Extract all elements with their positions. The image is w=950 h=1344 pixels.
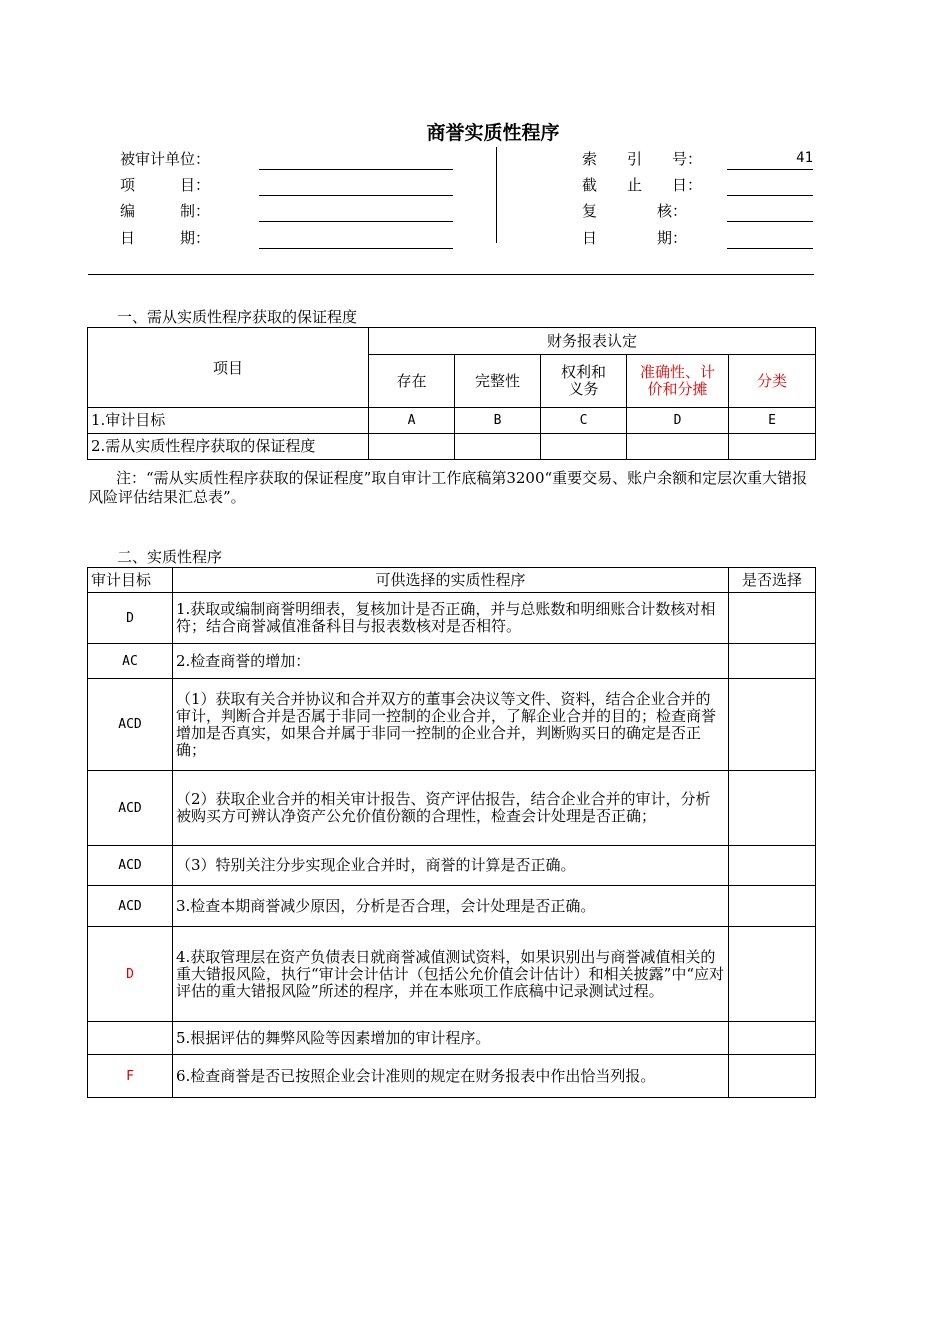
date-right-field[interactable] [727, 230, 813, 249]
row-selected[interactable] [729, 679, 816, 771]
row-procedure: （2）获取企业合并的相关审计报告、资产评估报告，结合企业合并的审计，分析被购买方可辨认净资产公允价值份额的合理性，检查会计处理是否正确； [173, 771, 729, 846]
assertion-accuracy: 准确性、计 价和分摊 [627, 355, 729, 408]
section1-heading: 一、需从实质性程序获取的保证程度 [117, 308, 358, 326]
row-goal [88, 1022, 173, 1055]
row-value: D [627, 408, 729, 434]
row-goal: ACD [88, 886, 173, 927]
assurance-cell[interactable] [729, 434, 816, 460]
row-selected[interactable] [729, 771, 816, 846]
row-selected[interactable] [729, 644, 816, 679]
table-row [88, 434, 816, 460]
label-project: 项 目： [120, 176, 211, 194]
label-date-left: 日 期： [120, 229, 211, 247]
row-selected[interactable] [729, 886, 816, 927]
row-procedure: 6.检查商誉是否已按照企业会计准则的规定在财务报表中作出恰当列报。 [173, 1055, 729, 1098]
header-procedure: 可供选择的实质性程序 [173, 568, 729, 593]
reviewer-field[interactable] [727, 203, 813, 222]
assertion-classification: 分类 [729, 355, 816, 408]
row-goal: D [88, 593, 173, 644]
label-index-no: 索 引 号： [582, 150, 703, 168]
table-row [88, 846, 816, 886]
index-no-field[interactable]: 41 [727, 151, 813, 170]
assertion-rights: 权利和 义务 [541, 355, 627, 408]
row-procedure: 4.获取管理层在资产负债表日就商誉减值测试资料，如果识别出与商誉减值相关的重大错报风险，执行“审计会计估计（包括公允价值会计估计）和相关披露”中“应对评估的重大错报风险”所述的程序，并在本账项工作底稿中记录测试过程。 [173, 927, 729, 1022]
header-goal: 审计目标 [88, 568, 173, 593]
assurance-cell[interactable] [541, 434, 627, 460]
section1-note: 注：“需从实质性程序获取的保证程度”取自审计工作底稿第3200“重要交易、账户余额和定层次重大错报风险评估结果汇总表”。 [88, 469, 808, 506]
row-selected[interactable] [729, 846, 816, 886]
table-row [88, 408, 816, 434]
header-selected: 是否选择 [729, 568, 816, 593]
row-value: C [541, 408, 627, 434]
row-procedure: （3）特别关注分步实现企业合并时，商誉的计算是否正确。 [173, 846, 729, 886]
row-procedure: 3.检查本期商誉减少原因，分析是否合理，会计处理是否正确。 [173, 886, 729, 927]
cutoff-date-field[interactable] [727, 177, 813, 196]
assurance-cell[interactable] [455, 434, 541, 460]
row-selected[interactable] [729, 927, 816, 1022]
preparer-field[interactable] [259, 203, 453, 222]
header-rule [88, 274, 814, 275]
label-preparer: 编 制： [120, 202, 211, 220]
table-row [88, 644, 816, 679]
header-divider [496, 147, 497, 243]
row-goal: D [88, 927, 173, 1022]
row-goal: ACD [88, 846, 173, 886]
table-row [88, 927, 816, 1022]
label-audited-unit: 被审计单位： [120, 150, 211, 168]
group-header: 财务报表认定 [369, 328, 816, 355]
row-selected[interactable] [729, 593, 816, 644]
row-value: B [455, 408, 541, 434]
row-goal: ACD [88, 771, 173, 846]
label-date-right: 日 期： [582, 229, 688, 247]
table-row [88, 886, 816, 927]
row-label: 1.审计目标 [88, 408, 369, 434]
assertion-completeness: 完整性 [455, 355, 541, 408]
date-left-field[interactable] [259, 230, 453, 249]
row-goal: F [88, 1055, 173, 1098]
table-row [88, 771, 816, 846]
label-cutoff-date: 截 止 日： [582, 176, 703, 194]
table-row [88, 1055, 816, 1098]
assurance-cell[interactable] [627, 434, 729, 460]
row-goal: AC [88, 644, 173, 679]
section2-heading: 二、实质性程序 [117, 548, 223, 566]
row-value: A [369, 408, 455, 434]
page-title: 商誉实质性程序 [426, 122, 560, 144]
table-row [88, 593, 816, 644]
row-procedure: 2.检查商誉的增加： [173, 644, 729, 679]
row-value: E [729, 408, 816, 434]
row-procedure: 5.根据评估的舞弊风险等因素增加的审计程序。 [173, 1022, 729, 1055]
project-field[interactable] [259, 177, 453, 196]
row-goal: ACD [88, 679, 173, 771]
table-row [88, 679, 816, 771]
row-selected[interactable] [729, 1055, 816, 1098]
label-reviewer: 复 核： [582, 202, 688, 220]
row-selected[interactable] [729, 1022, 816, 1055]
table-row [88, 1022, 816, 1055]
assurance-cell[interactable] [369, 434, 455, 460]
assertion-existence: 存在 [369, 355, 455, 408]
row-label: 2.需从实质性程序获取的保证程度 [88, 434, 369, 460]
procedure-table [87, 567, 816, 1098]
item-header: 项目 [88, 328, 369, 408]
row-procedure: 1.获取或编制商誉明细表，复核加计是否正确，并与总账数和明细账合计数核对相符；结合商誉减值准备科目与报表数核对是否相符。 [173, 593, 729, 644]
audited-unit-field[interactable] [259, 151, 453, 170]
row-procedure: （1）获取有关合并协议和合并双方的董事会决议等文件、资料，结合企业合并的审计，判断合并是否属于非同一控制的企业合并，了解企业合并的目的；检查商誉增加是否真实，如果合并属于非同一控制的企业合并，判断购买日的确定是否正确； [173, 679, 729, 771]
assertion-table [87, 327, 816, 460]
